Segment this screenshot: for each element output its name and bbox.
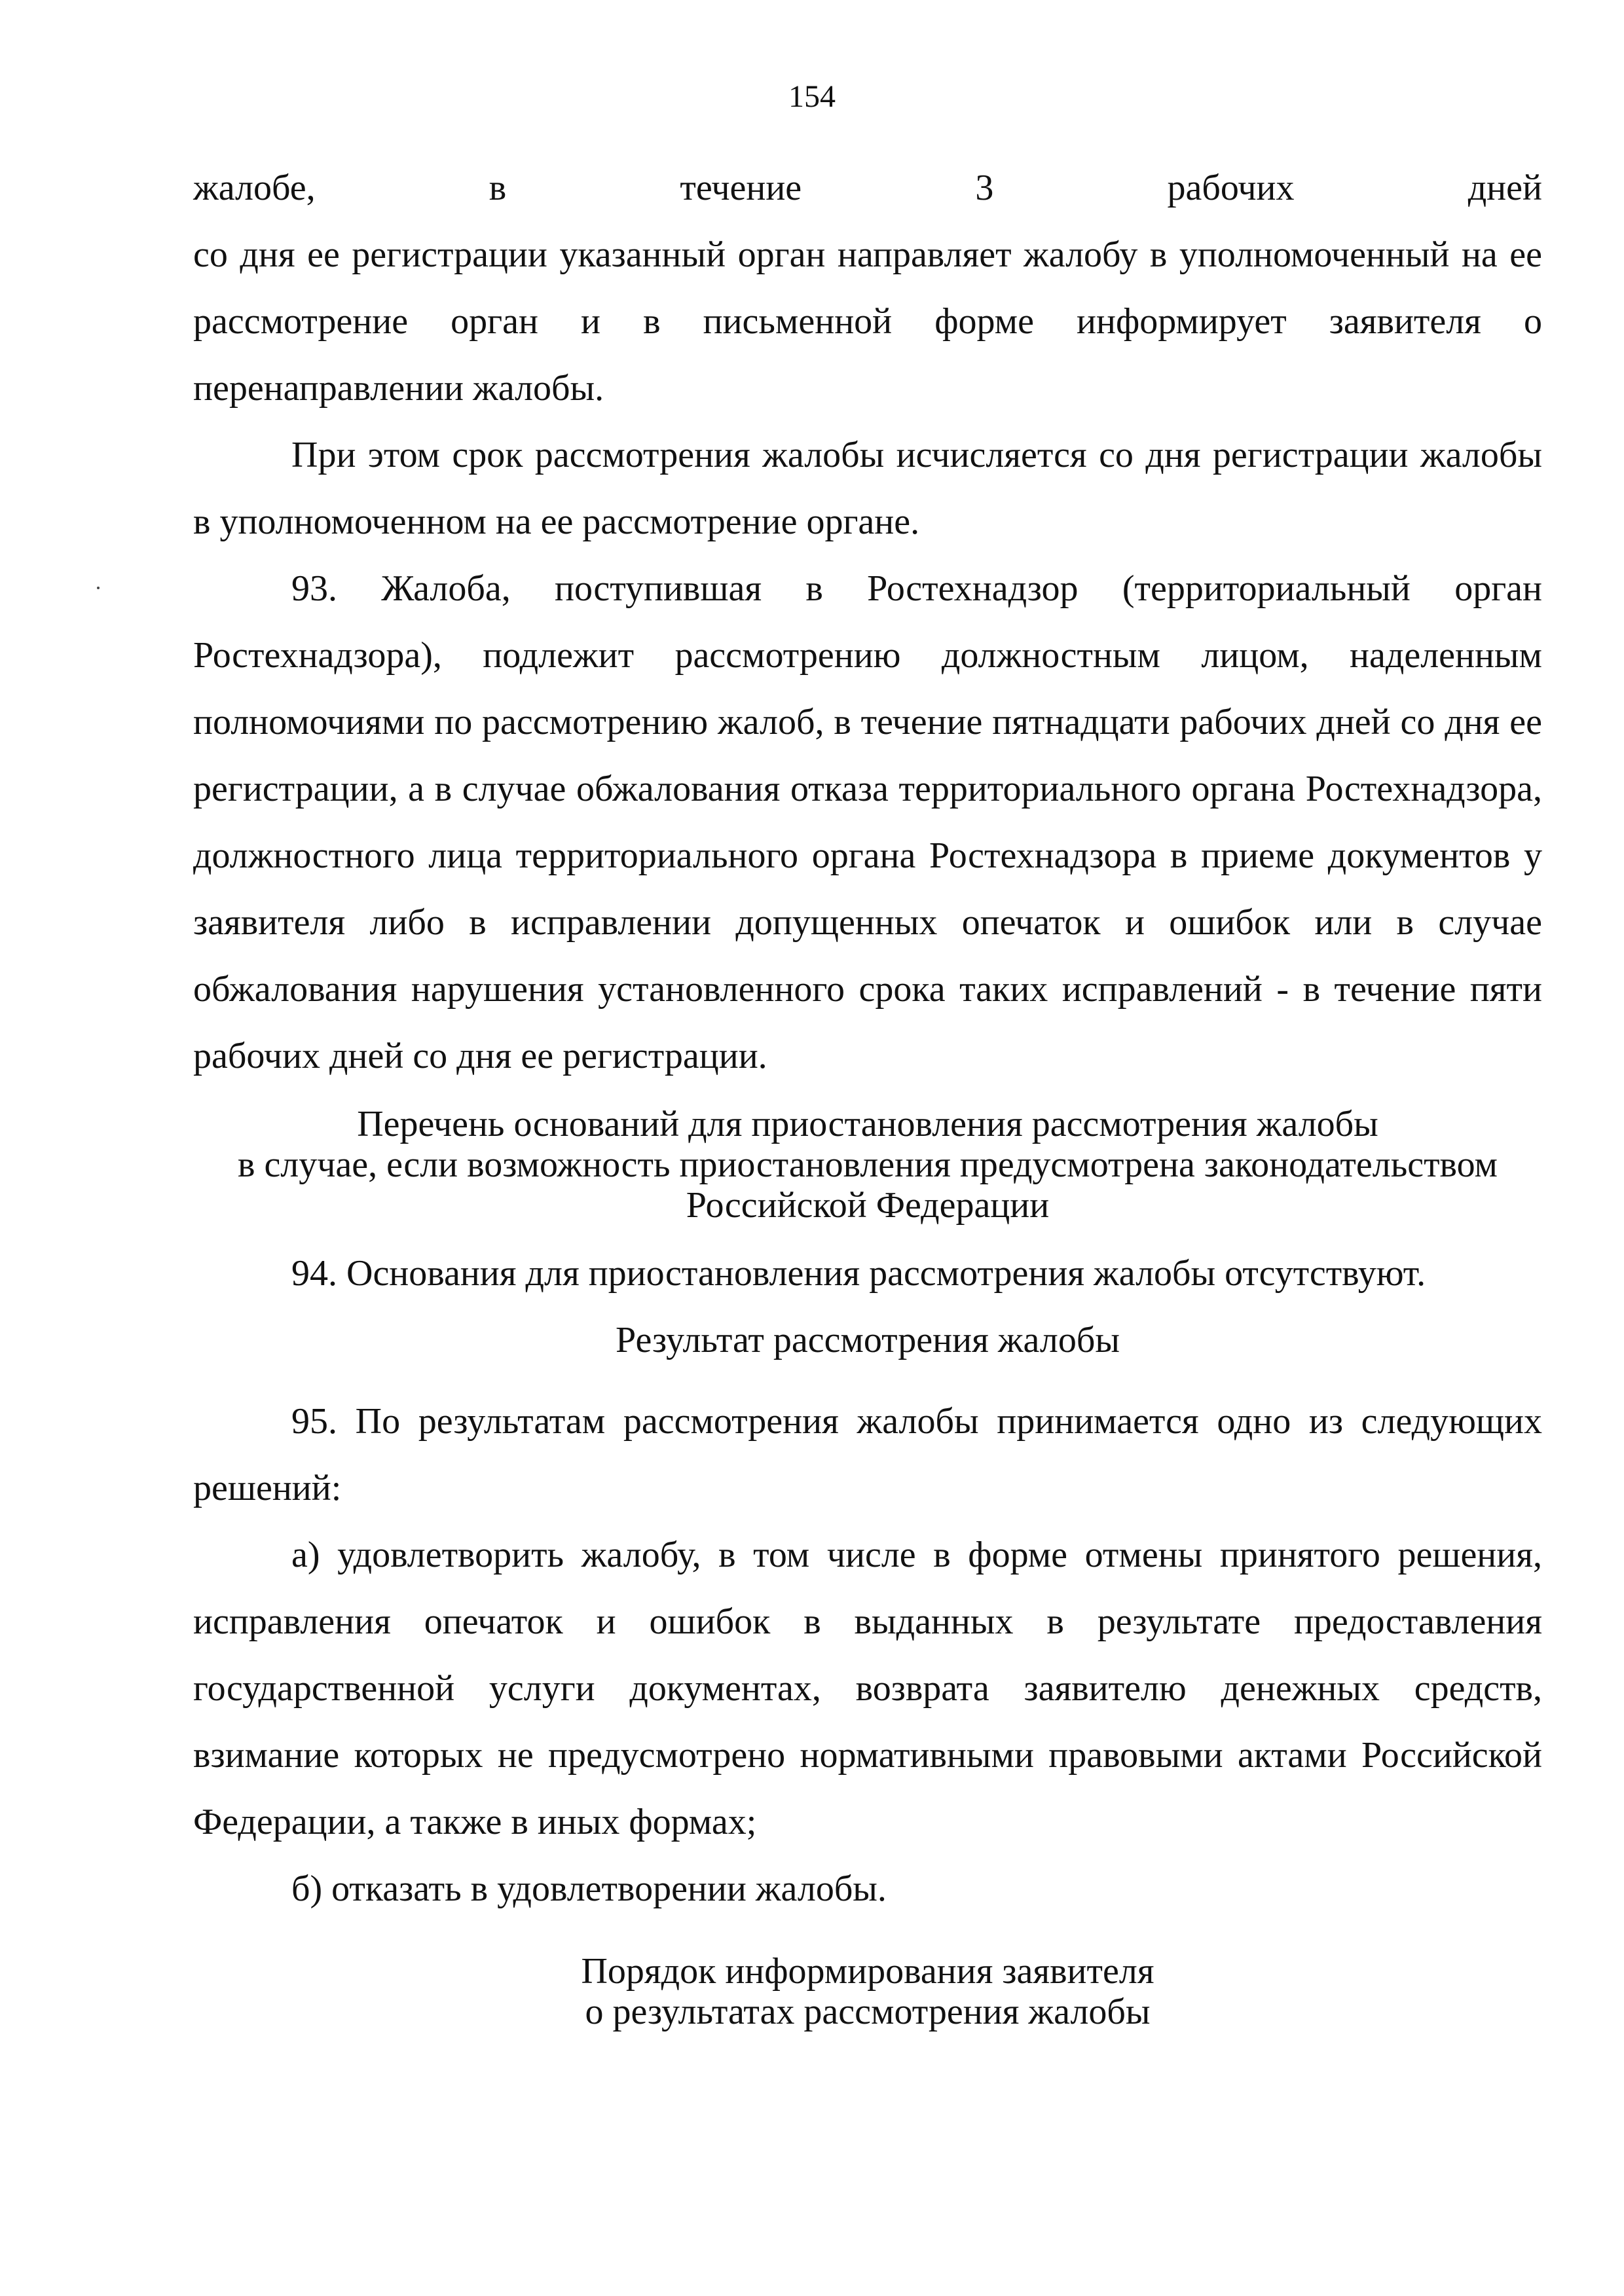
- section-heading-result: Результат рассмотрения жалобы: [616, 1320, 1120, 1360]
- page-number: 154: [788, 79, 836, 114]
- section-heading-inform-line-1: Порядок информирования заявителя: [581, 1951, 1154, 1992]
- list-item-b: б) отказать в удовлетворении жалобы.: [291, 1868, 887, 1909]
- section-heading-inform-line-2: о результатах рассмотрения жалобы: [585, 1992, 1151, 2032]
- word: в: [489, 168, 507, 208]
- word: жалобе,: [193, 168, 316, 208]
- word: течение: [680, 168, 802, 208]
- paragraph-term-note: При этом срок рассмотрения жалобы исчисляется со дня регистрации жалобы в уполномоченном на ее рассмотрение органе.: [193, 435, 1542, 542]
- paragraph-93: 93. Жалоба, поступившая в Ростехнадзор (территориальный орган Ростехнадзора), подлежит рассмотрению должностным лицом, наделенным полномочиями по рассмотрению жалоб, в течение пятнадцати рабочих дней со дня ее регистрации, а в случае обжалования отказа территориального органа Ростехнадзора, должностного лица территориального органа Ростехнадзора в приеме документов у заявителя либо в исправлении допущенных опечаток и ошибок или в случае обжалования нарушения установленного срока таких исправлений - в течение пяти рабочих дней со дня ее регистрации.: [193, 568, 1542, 1076]
- section-heading-suspension-line-3: Российской Федерации: [686, 1185, 1050, 1226]
- section-heading-suspension-line-1: Перечень оснований для приостановления рассмотрения жалобы: [357, 1104, 1378, 1144]
- section-heading-suspension-line-2: в случае, если возможность приостановления предусмотрена законодательством: [238, 1144, 1498, 1185]
- continued-paragraph: со дня ее регистрации указанный орган направляет жалобу в уполномоченный на ее рассмотрение орган и в письменной форме информирует заявителя о перенаправлении жалобы.: [193, 234, 1542, 409]
- continued-paragraph-first-line: [193, 155, 1542, 221]
- scan-artifact-dot: [97, 587, 100, 589]
- word: дней: [1467, 168, 1542, 208]
- list-item-a: а) удовлетворить жалобу, в том числе в форме отмены принятого решения, исправления опечаток и ошибок в выданных в результате предоставления государственной услуги документах, возврата заявителю денежных средств, взимание которых не предусмотрено нормативными правовыми актами Российской Федерации, а также в иных формах;: [193, 1535, 1542, 1842]
- paragraph-94: 94. Основания для приостановления рассмотрения жалобы отсутствуют.: [291, 1253, 1426, 1294]
- word: 3: [975, 168, 994, 208]
- document-body: [193, 155, 1542, 2032]
- word: рабочих: [1167, 168, 1295, 208]
- paragraph-95: 95. По результатам рассмотрения жалобы принимается одно из следующих решений:: [193, 1401, 1542, 1508]
